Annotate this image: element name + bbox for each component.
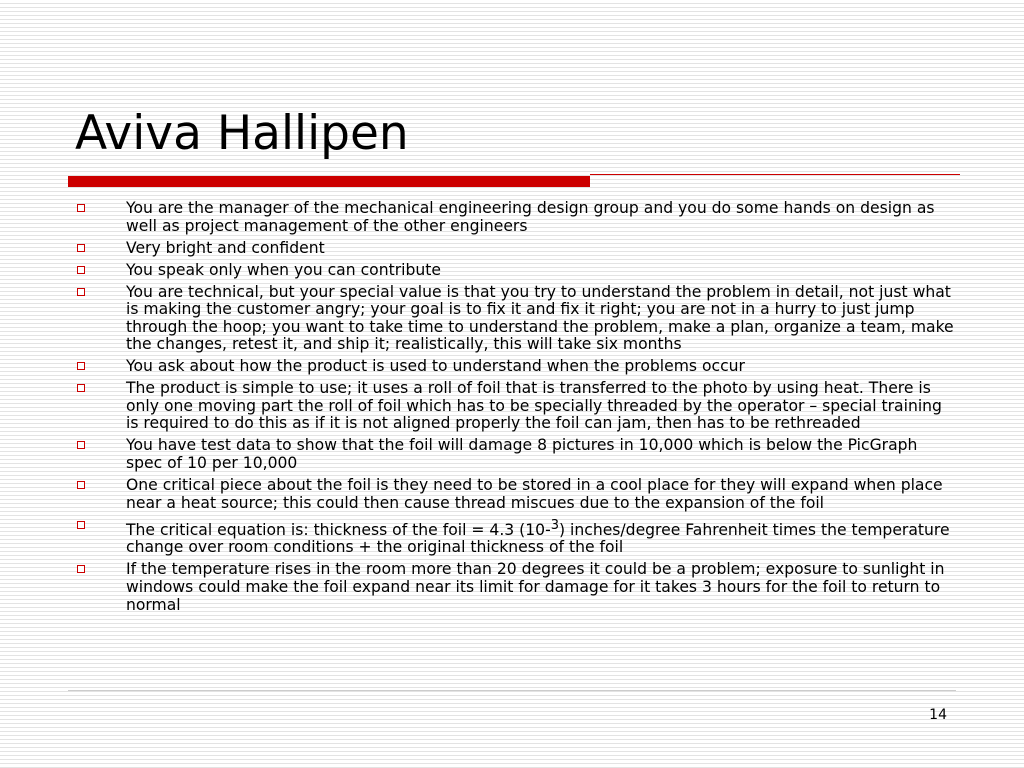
bullet-text: You ask about how the product is used to understand when the problems occur: [126, 357, 745, 376]
footer-divider: [68, 690, 956, 691]
bullet-text: You are technical, but your special value is that you try to understand the problem in detail, not just what is making the customer angry; your goal is to fix it and fix it right; you are not in a hurry to just jump through the hoop; you want to take time to understand the problem, make a plan, organize a team, make the changes, retest it, and ship it; realistically, this will take six months: [126, 282, 954, 354]
bullet-item: [75, 358, 955, 376]
bullet-text: One critical piece about the foil is they need to be stored in a cool place for they will expand when place near a heat source; this could then cause thread miscues due to the expansion of the foil: [126, 476, 943, 512]
equation-text-before: The critical equation is: thickness of the foil = 4.3 (10-: [126, 520, 551, 539]
hollow-square-bullet-icon: [77, 481, 85, 489]
bullet-item: [75, 437, 955, 472]
hollow-square-bullet-icon: [77, 288, 85, 296]
equation-text-after: ) inches/degree Fahrenheit times the temperature change over room conditions + the original thickness of the foil: [126, 520, 950, 557]
hollow-square-bullet-icon: [77, 384, 85, 392]
title-accent-line: [590, 174, 960, 175]
bullet-item: [75, 200, 955, 235]
page-number: 14: [929, 707, 947, 723]
bullet-text: You are the manager of the mechanical engineering design group and you do some hands on design as well as project management of the other engineers: [126, 199, 935, 235]
hollow-square-bullet-icon: [77, 244, 85, 252]
bullet-item: [75, 477, 955, 512]
bullet-text: Very bright and confident: [126, 238, 325, 257]
bullet-item: [75, 262, 955, 280]
hollow-square-bullet-icon: [77, 565, 85, 573]
slide-title: Aviva Hallipen: [75, 106, 409, 161]
hollow-square-bullet-icon: [77, 521, 85, 529]
bullet-item: [75, 517, 955, 557]
hollow-square-bullet-icon: [77, 204, 85, 212]
hollow-square-bullet-icon: [77, 441, 85, 449]
bullet-text: The product is simple to use; it uses a roll of foil that is transferred to the photo by using heat. There is only one moving part the roll of foil which has to be specially threaded by the operator – special training is required to do this as if it is not aligned properly the foil can jam, then has to be rethreaded: [126, 379, 942, 433]
bullet-text: If the temperature rises in the room more than 20 degrees it could be a problem; exposure to sunlight in windows could make the foil expand near its limit for damage for it takes 3 hours for the foil to return to normal: [126, 560, 945, 614]
bullet-text: You speak only when you can contribute: [126, 260, 441, 279]
bullet-item: [75, 380, 955, 433]
bullet-item: [75, 284, 955, 354]
hollow-square-bullet-icon: [77, 362, 85, 370]
bullet-text-equation: [126, 517, 955, 557]
equation-exponent: 3: [550, 517, 559, 533]
bullet-list: [75, 200, 955, 619]
bullet-item: [75, 240, 955, 258]
bullet-item: [75, 561, 955, 614]
hollow-square-bullet-icon: [77, 266, 85, 274]
bullet-text: You have test data to show that the foil will damage 8 pictures in 10,000 which is below the PicGraph spec of 10 per 10,000: [126, 436, 918, 473]
title-accent-bar: [68, 176, 590, 187]
